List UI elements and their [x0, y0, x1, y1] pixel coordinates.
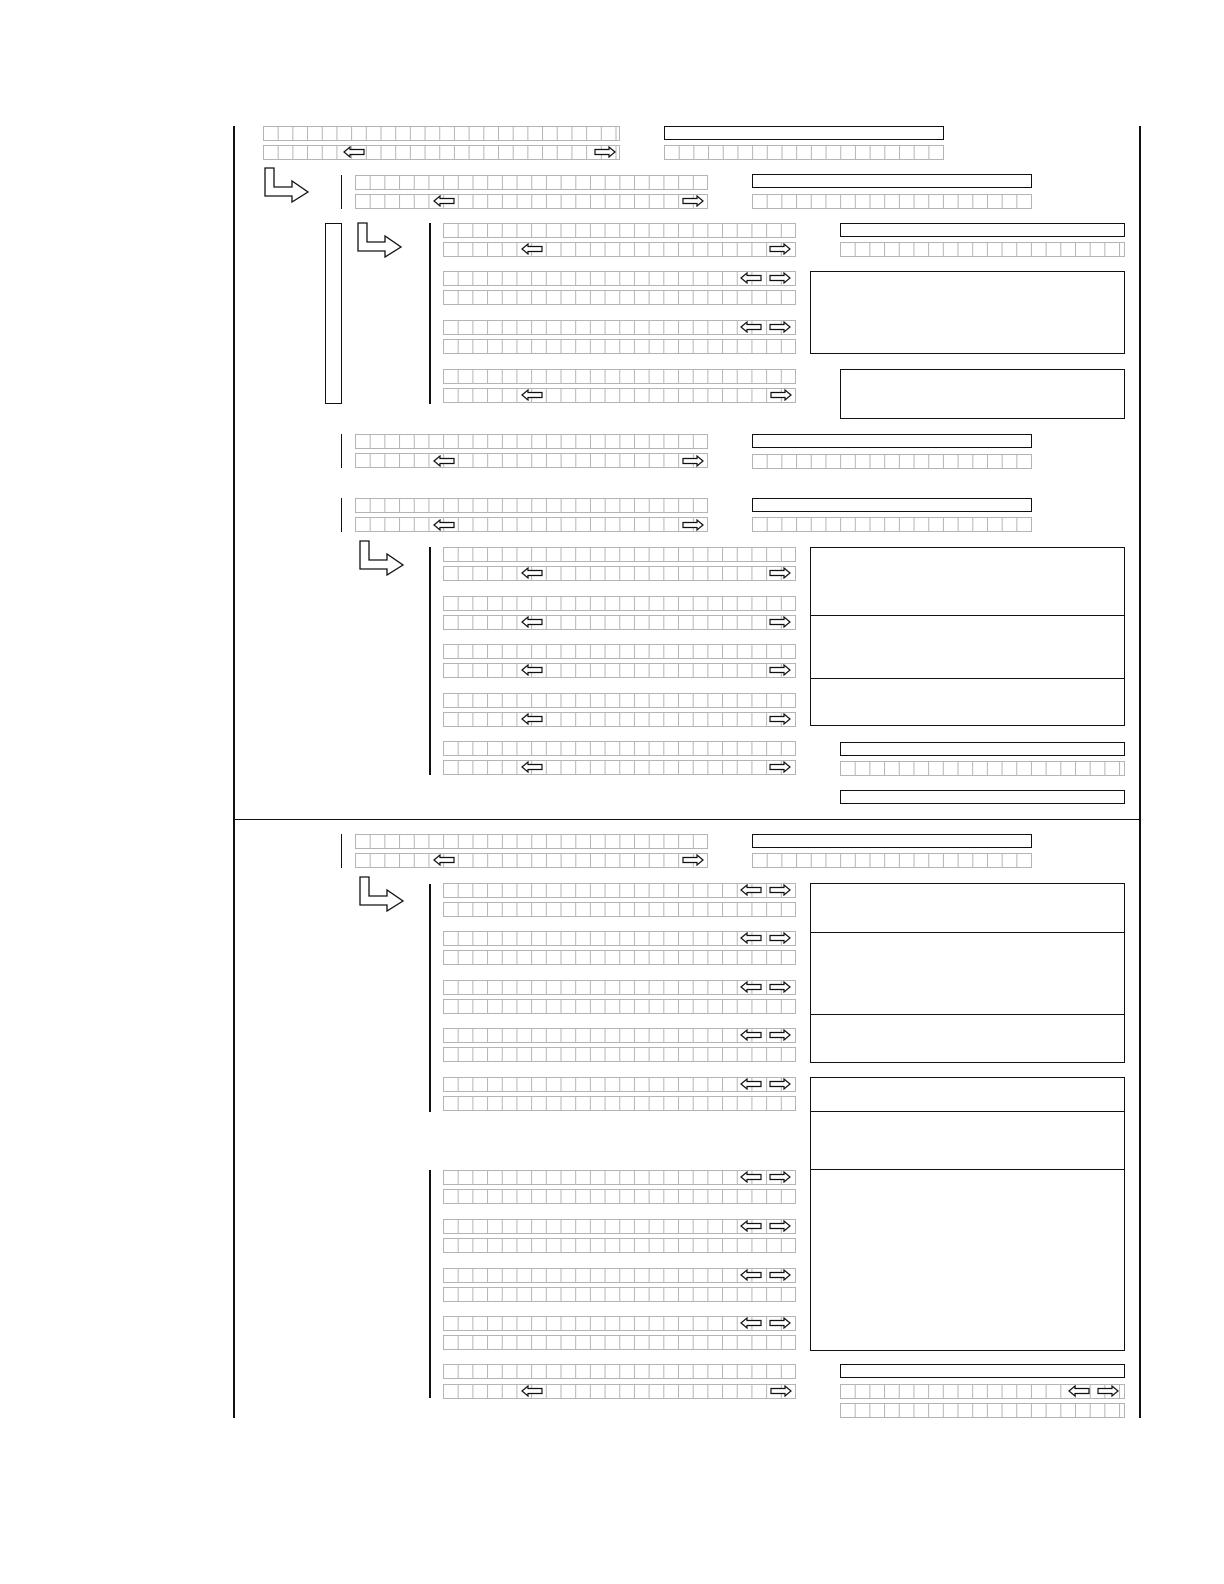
- branch-arrow-icon: [264, 167, 310, 203]
- entry-field[interactable]: [443, 596, 796, 611]
- right-arrow-icon: [769, 1220, 791, 1232]
- left-arrow-icon: [740, 884, 762, 896]
- left-arrow-icon: [740, 1269, 762, 1281]
- notes-box: [810, 883, 1125, 1063]
- right-arrow-icon: [594, 146, 616, 158]
- right-arrow-icon: [769, 1317, 791, 1329]
- entry-field[interactable]: [355, 498, 708, 513]
- left-arrow-icon: [343, 146, 365, 158]
- left-arrow-icon: [521, 389, 543, 401]
- entry-field[interactable]: [355, 175, 708, 190]
- entry-field[interactable]: [443, 242, 796, 257]
- entry-field[interactable]: [443, 547, 796, 562]
- entry-field[interactable]: [443, 999, 796, 1014]
- right-arrow-icon: [769, 884, 791, 896]
- bracket: [341, 834, 342, 868]
- header-field[interactable]: [840, 1364, 1125, 1378]
- left-arrow-icon: [740, 981, 762, 993]
- branch-arrow-icon: [357, 222, 403, 258]
- header-field[interactable]: [664, 126, 944, 140]
- right-arrow-icon: [769, 932, 791, 944]
- left-arrow-icon: [740, 1317, 762, 1329]
- notes-divider: [811, 1169, 1125, 1170]
- notes-divider: [811, 1014, 1125, 1015]
- entry-field[interactable]: [443, 1287, 796, 1302]
- header-field[interactable]: [752, 834, 1032, 848]
- entry-field[interactable]: [355, 853, 708, 868]
- entry-field[interactable]: [443, 644, 796, 659]
- left-arrow-icon: [521, 243, 543, 255]
- bracket: [429, 547, 431, 775]
- right-arrow-icon: [769, 243, 791, 255]
- left-arrow-icon: [740, 321, 762, 333]
- right-arrow-icon: [682, 854, 704, 866]
- right-arrow-icon: [769, 664, 791, 676]
- entry-field[interactable]: [443, 388, 796, 403]
- header-field[interactable]: [752, 498, 1032, 512]
- entry-field[interactable]: [355, 453, 708, 468]
- entry-field[interactable]: [443, 760, 796, 775]
- right-arrow-icon: [769, 1078, 791, 1090]
- entry-field[interactable]: [443, 1384, 796, 1399]
- entry-field[interactable]: [443, 1364, 796, 1379]
- left-arrow-icon: [521, 1385, 543, 1397]
- left-arrow-icon: [1068, 1385, 1090, 1397]
- right-arrow-icon: [769, 981, 791, 993]
- right-arrow-icon: [769, 1269, 791, 1281]
- left-arrow-icon: [740, 272, 762, 284]
- entry-field[interactable]: [443, 566, 796, 581]
- left-arrow-icon: [740, 1220, 762, 1232]
- page-border-left: [233, 126, 235, 1418]
- right-arrow-icon: [769, 616, 791, 628]
- header-field[interactable]: [840, 790, 1125, 804]
- bracket: [429, 1170, 431, 1398]
- entry-field[interactable]: [752, 194, 1032, 209]
- bracket: [429, 884, 431, 1112]
- right-arrow-icon: [682, 195, 704, 207]
- right-arrow-icon: [769, 761, 791, 773]
- entry-field[interactable]: [443, 1335, 796, 1350]
- notes-box: [810, 271, 1125, 354]
- page-border-right: [1139, 126, 1141, 1418]
- notes-divider: [811, 1111, 1125, 1112]
- entry-field[interactable]: [263, 126, 620, 141]
- right-arrow-icon: [770, 389, 792, 401]
- notes-box: [840, 369, 1125, 419]
- right-arrow-icon: [769, 1029, 791, 1041]
- left-arrow-icon: [433, 195, 455, 207]
- right-arrow-icon: [682, 455, 704, 467]
- entry-field[interactable]: [443, 369, 796, 384]
- right-arrow-icon: [769, 713, 791, 725]
- side-panel: [325, 223, 342, 404]
- entry-field[interactable]: [840, 242, 1125, 257]
- right-arrow-icon: [769, 567, 791, 579]
- right-arrow-icon: [1097, 1385, 1119, 1397]
- entry-field[interactable]: [752, 454, 1032, 469]
- section-divider: [233, 819, 1139, 820]
- left-arrow-icon: [521, 664, 543, 676]
- entry-field[interactable]: [443, 741, 796, 756]
- left-arrow-icon: [740, 1171, 762, 1183]
- left-arrow-icon: [740, 1078, 762, 1090]
- entry-field[interactable]: [355, 194, 708, 209]
- right-arrow-icon: [769, 272, 791, 284]
- entry-field[interactable]: [752, 517, 1032, 532]
- right-arrow-icon: [769, 1171, 791, 1183]
- notes-box: [810, 547, 1125, 726]
- entry-field[interactable]: [443, 339, 796, 354]
- header-field[interactable]: [752, 434, 1032, 448]
- left-arrow-icon: [521, 567, 543, 579]
- bracket: [341, 498, 342, 532]
- header-field[interactable]: [840, 223, 1125, 237]
- entry-field[interactable]: [840, 1403, 1125, 1418]
- entry-field[interactable]: [443, 663, 796, 678]
- notes-box: [810, 1077, 1125, 1351]
- left-arrow-icon: [433, 455, 455, 467]
- right-arrow-icon: [770, 1385, 792, 1397]
- left-arrow-icon: [433, 854, 455, 866]
- notes-divider: [811, 932, 1125, 933]
- right-arrow-icon: [682, 519, 704, 531]
- entry-field[interactable]: [443, 693, 796, 708]
- entry-field[interactable]: [443, 1047, 796, 1062]
- left-arrow-icon: [521, 713, 543, 725]
- entry-field[interactable]: [443, 950, 796, 965]
- entry-field[interactable]: [443, 290, 796, 305]
- entry-field[interactable]: [443, 902, 796, 917]
- entry-field[interactable]: [355, 834, 708, 849]
- entry-field[interactable]: [443, 223, 796, 238]
- header-field[interactable]: [752, 174, 1032, 188]
- left-arrow-icon: [433, 519, 455, 531]
- entry-field[interactable]: [355, 434, 708, 449]
- branch-arrow-icon: [359, 540, 405, 576]
- left-arrow-icon: [521, 616, 543, 628]
- bracket: [429, 223, 431, 404]
- bracket: [341, 175, 342, 209]
- entry-field[interactable]: [443, 1189, 796, 1204]
- entry-field[interactable]: [263, 145, 620, 160]
- entry-field[interactable]: [752, 853, 1032, 868]
- entry-field[interactable]: [443, 712, 796, 727]
- left-arrow-icon: [521, 761, 543, 773]
- left-arrow-icon: [740, 1029, 762, 1041]
- entry-field[interactable]: [443, 615, 796, 630]
- entry-field[interactable]: [840, 761, 1125, 776]
- entry-field[interactable]: [443, 1238, 796, 1253]
- right-arrow-icon: [769, 321, 791, 333]
- left-arrow-icon: [740, 932, 762, 944]
- notes-divider: [811, 678, 1125, 679]
- header-field[interactable]: [840, 742, 1125, 756]
- bracket: [341, 434, 342, 468]
- entry-field[interactable]: [355, 517, 708, 532]
- notes-divider: [811, 615, 1125, 616]
- entry-field[interactable]: [664, 145, 944, 160]
- entry-field[interactable]: [443, 1096, 796, 1111]
- branch-arrow-icon: [359, 876, 405, 912]
